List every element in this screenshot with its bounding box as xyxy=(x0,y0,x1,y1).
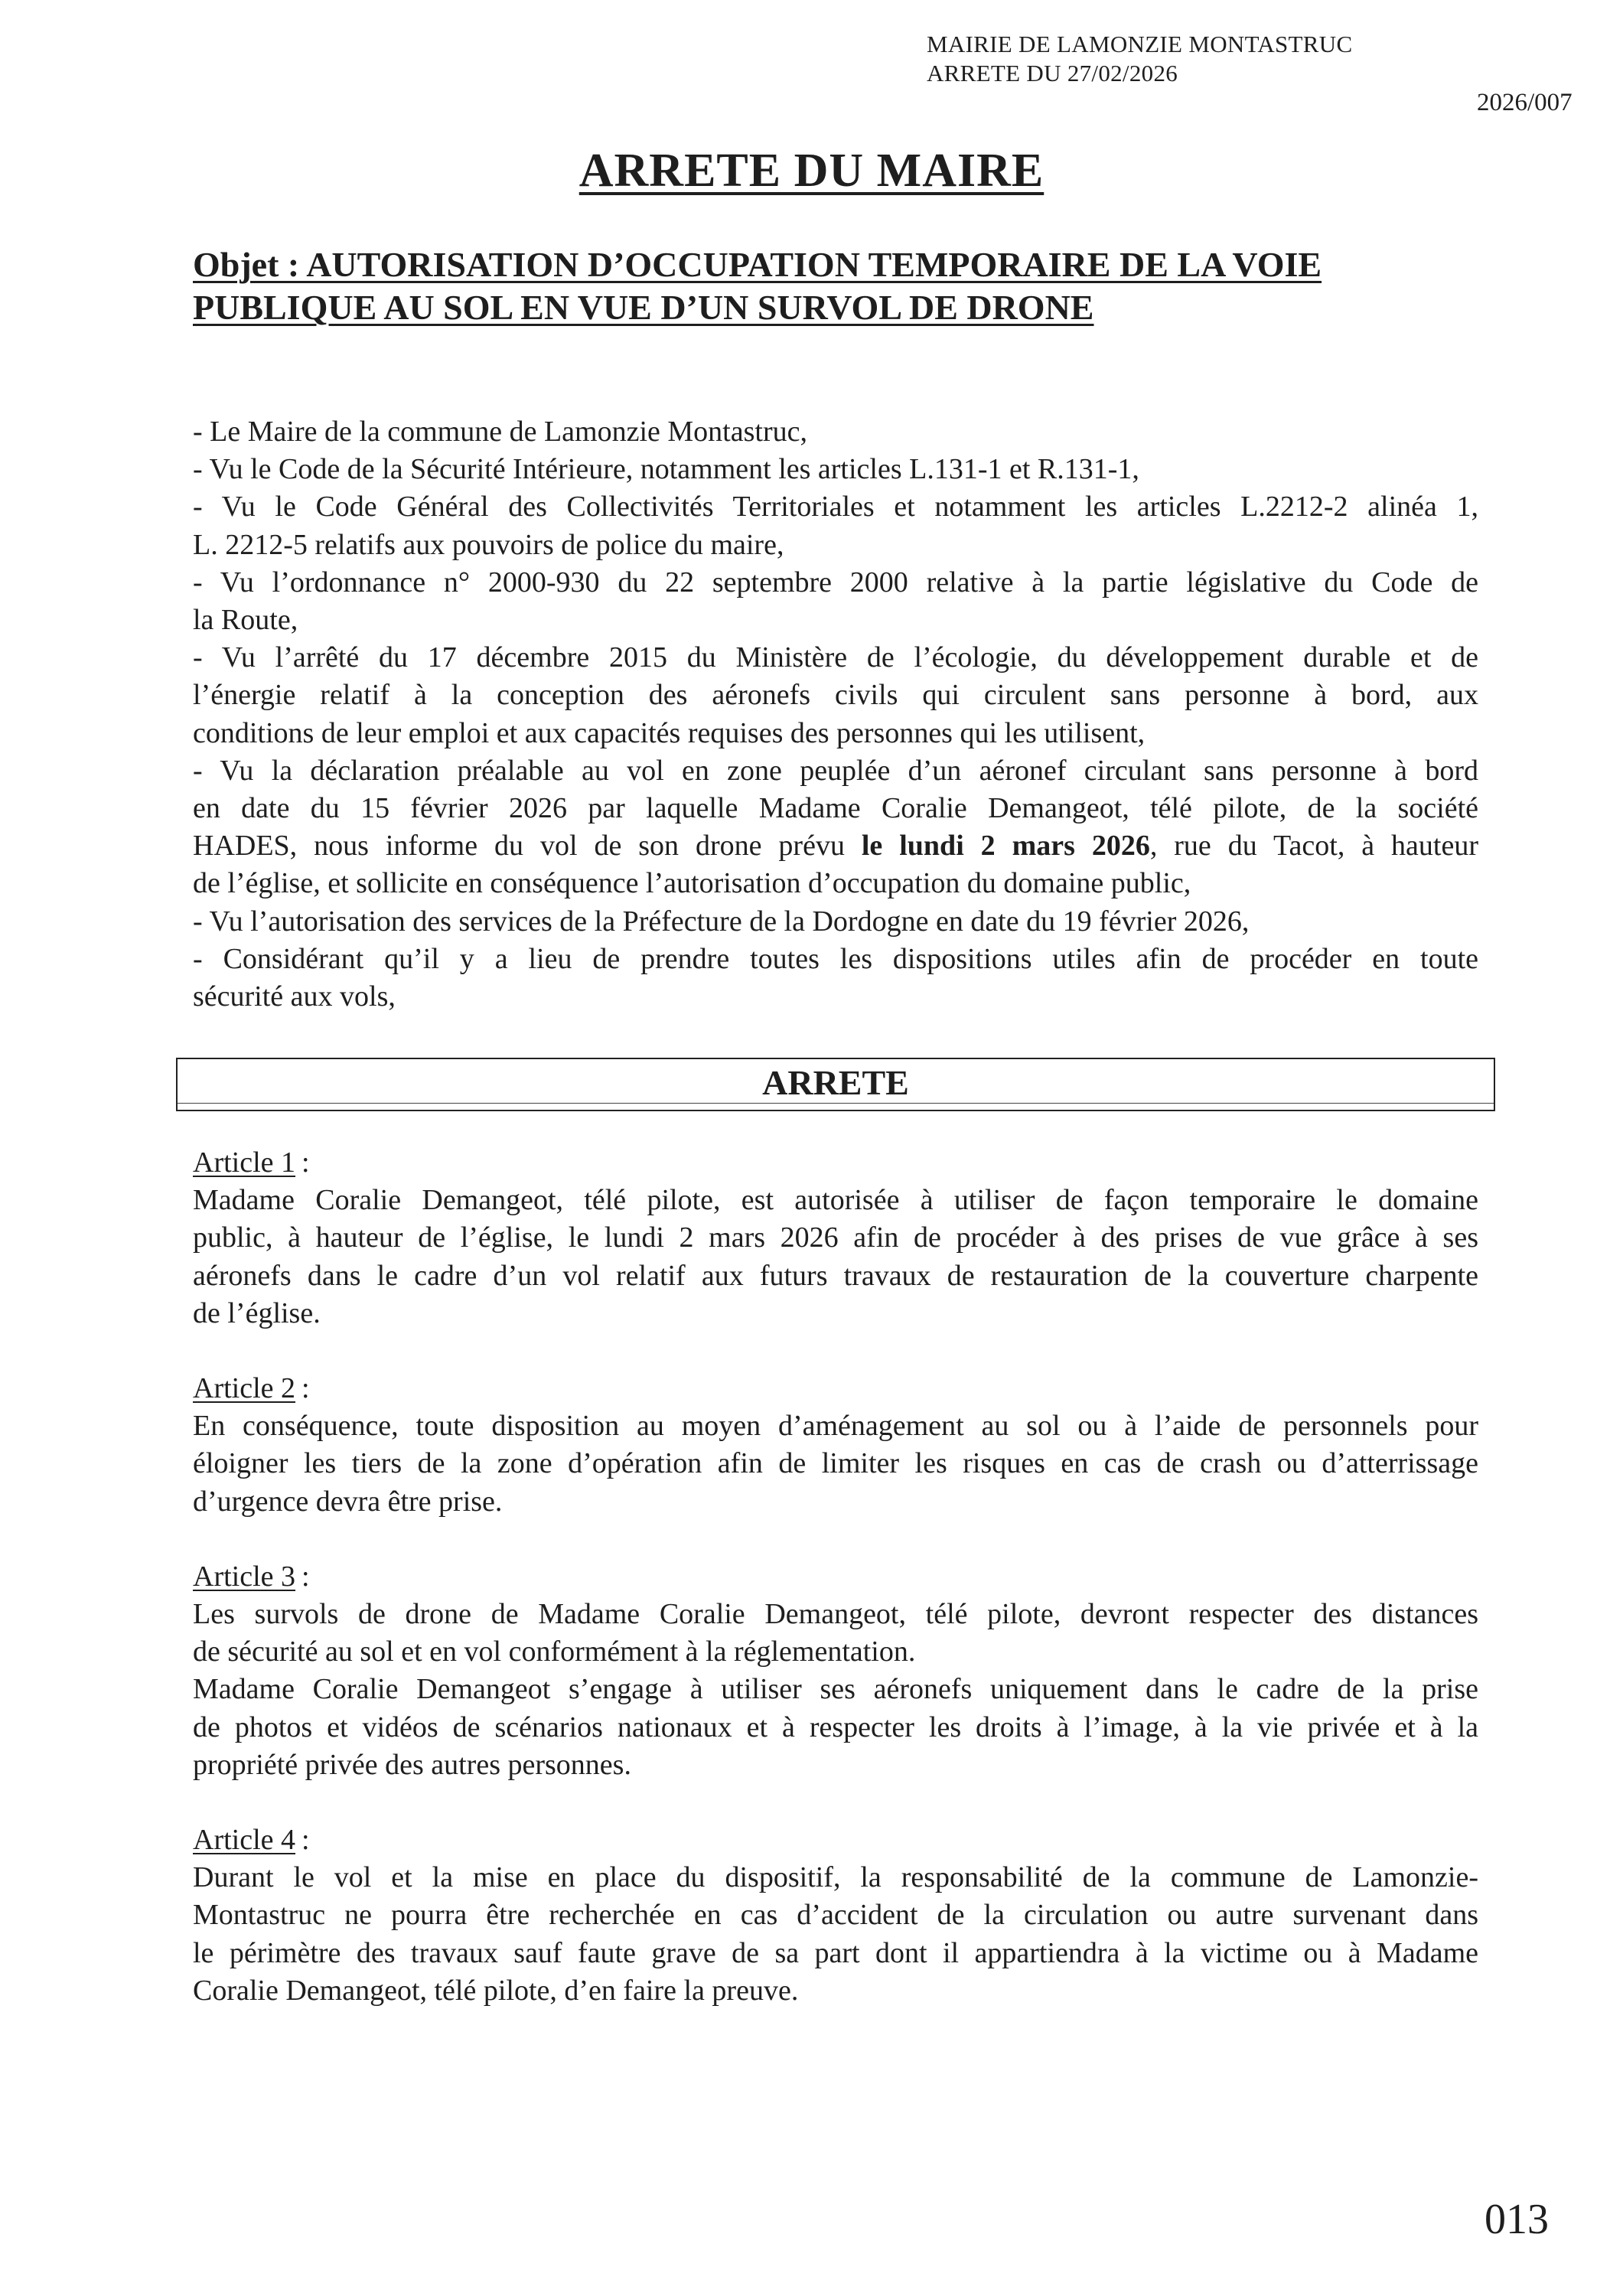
article-line: Madame Coralie Demangeot s’engage à utiliser ses aéronefs uniquement dans le cadre de la prise xyxy=(193,1673,1478,1706)
visa-line: sécurité aux vols, xyxy=(193,980,396,1013)
article-2 xyxy=(193,1370,1478,1521)
article-line: Montastruc ne pourra être recherchée en cas d’accident de la circulation ou autre survenant dans xyxy=(193,1899,1478,1932)
article-title: Article 2 xyxy=(193,1372,296,1405)
reference-number: 2026/007 xyxy=(1477,89,1572,116)
visa-line: en date du 15 février 2026 par laquelle Madame Coralie Demangeot, télé pilote, de la société xyxy=(193,792,1478,825)
visa-line: de l’église, et sollicite en conséquence l’autorisation d’occupation du domaine public, xyxy=(193,867,1191,900)
arrete-heading: ARRETE xyxy=(762,1063,909,1102)
visa-line: la Route, xyxy=(193,604,298,637)
article-line: de sécurité au sol et en vol conformément à la réglementation. xyxy=(193,1636,916,1668)
document-header xyxy=(927,30,1352,88)
article-colon: : xyxy=(301,1372,310,1405)
article-line: le périmètre des travaux sauf faute grave de sa part dont il appartiendra à la victime ou à Madame xyxy=(193,1936,1478,1969)
article-line: de l’église. xyxy=(193,1296,321,1329)
article-line: Coralie Demangeot, télé pilote, d’en faire la preuve. xyxy=(193,1974,799,2007)
page-number: 013 xyxy=(1484,2196,1549,2243)
objet-line-1: Objet : AUTORISATION D’OCCUPATION TEMPORAIRE DE LA VOIE xyxy=(193,245,1322,284)
article-1 xyxy=(193,1144,1478,1332)
article-line: Les survols de drone de Madame Coralie Demangeot, télé pilote, devront respecter des distances xyxy=(193,1598,1478,1631)
arrete-box xyxy=(176,1058,1495,1111)
visa-line: - Vu l’autorisation des services de la Préfecture de la Dordogne en date du 19 février 2026, xyxy=(193,905,1250,938)
objet-heading xyxy=(193,243,1494,329)
article-title: Article 1 xyxy=(193,1146,296,1179)
visa-line: l’énergie relatif à la conception des aéronefs civils qui circulent sans personne à bord, aux xyxy=(193,679,1478,712)
visa-line: - Vu l’arrêté du 17 décembre 2015 du Ministère de l’écologie, du développement durable et de xyxy=(193,641,1478,674)
visa-text: , rue du Tacot, à hauteur xyxy=(1149,830,1478,863)
articles-section xyxy=(193,1144,1478,2047)
article-line: public, à hauteur de l’église, le lundi 2 mars 2026 afin de procéder à des prises de vue grâce à ses xyxy=(193,1221,1478,1254)
article-3 xyxy=(193,1558,1478,1784)
visa-text: HADES, nous informe du vol de son drone prévu xyxy=(193,830,862,863)
article-line: propriété privée des autres personnes. xyxy=(193,1748,631,1781)
article-line: En conséquence, toute disposition au moyen d’aménagement au sol ou à l’aide de personnels pour xyxy=(193,1410,1478,1443)
visa-line: - Vu la déclaration préalable au vol en zone peuplée d’un aéronef circulant sans personne à bord xyxy=(193,754,1478,787)
visa-line: conditions de leur emploi et aux capacités requises des personnes qui les utilisent, xyxy=(193,716,1146,749)
article-line: aéronefs dans le cadre d’un vol relatif aux futurs travaux de restauration de la couverture charpente xyxy=(193,1259,1478,1292)
article-title: Article 4 xyxy=(193,1824,296,1857)
visa-line: - Vu le Code de la Sécurité Intérieure, notamment les articles L.131-1 et R.131-1, xyxy=(193,453,1139,486)
article-line: d’urgence devra être prise. xyxy=(193,1485,503,1518)
article-colon: : xyxy=(301,1824,310,1857)
visa-line: L. 2212-5 relatifs aux pouvoirs de police du maire, xyxy=(193,528,784,561)
article-colon: : xyxy=(301,1560,310,1593)
mairie-name: MAIRIE DE LAMONZIE MONTASTRUC xyxy=(927,31,1353,57)
page-title: ARRETE DU MAIRE xyxy=(578,145,1045,197)
article-line: de photos et vidéos de scénarios nationaux et à respecter les droits à l’image, à la vie privée et à la xyxy=(193,1711,1478,1743)
article-line: Durant le vol et la mise en place du dispositif, la responsabilité de la commune de Lamonzie- xyxy=(193,1861,1478,1894)
article-4 xyxy=(193,1821,1478,2010)
visa-line: - Vu le Code Général des Collectivités Territoriales et notamment les articles L.2212-2 alinéa 1, xyxy=(193,491,1478,523)
article-line: éloigner les tiers de la zone d’opération afin de limiter les risques en cas de crash ou d’atterrissage xyxy=(193,1447,1478,1480)
visa-line: - Le Maire de la commune de Lamonzie Montastruc, xyxy=(193,416,807,448)
visas-section xyxy=(193,413,1478,1016)
visa-line: - Considérant qu’il y a lieu de prendre toutes les dispositions utiles afin de procéder en toute xyxy=(193,942,1478,975)
arrete-date: ARRETE DU 27/02/2026 xyxy=(927,60,1178,86)
flight-date: le lundi 2 mars 2026 xyxy=(861,830,1150,863)
article-title: Article 3 xyxy=(193,1560,296,1593)
article-colon: : xyxy=(301,1146,310,1179)
visa-line: - Vu l’ordonnance n° 2000-930 du 22 septembre 2000 relative à la partie législative du Code de xyxy=(193,566,1478,598)
box-divider xyxy=(178,1103,1494,1104)
objet-line-2: PUBLIQUE AU SOL EN VUE D’UN SURVOL DE DRONE xyxy=(193,288,1094,327)
article-line: Madame Coralie Demangeot, télé pilote, est autorisée à utiliser de façon temporaire le domaine xyxy=(193,1184,1478,1217)
visa-line xyxy=(193,827,1478,865)
